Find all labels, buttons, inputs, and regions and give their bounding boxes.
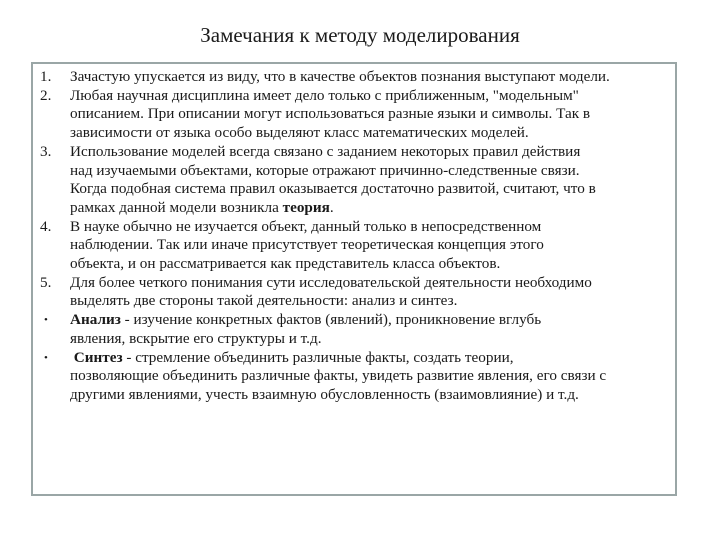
list-number: 1.	[40, 68, 52, 85]
bullet-marker: •	[44, 351, 48, 364]
item-text-line	[70, 311, 678, 330]
item-text-line: описанием. При описании могут использоваться разные языки и символы. Так в	[70, 105, 591, 123]
item-text-line: наблюдении. Так или иначе присутствует теоретическая концепция этого	[70, 236, 544, 254]
list-number: 2.	[40, 86, 52, 104]
term-synthesis: Синтез	[73, 348, 123, 366]
notes-list	[38, 68, 678, 405]
term-theory: теория	[282, 198, 330, 216]
list-item-1	[38, 68, 678, 87]
item-text-line: позволяющие объединить различные факты, увидеть развитие явления, его связи с	[70, 367, 607, 385]
item-text-line: Использование моделей всегда связано с заданием некоторых правил действия	[70, 142, 581, 160]
item-text-segment: .	[329, 198, 334, 216]
term-analysis: Анализ	[70, 311, 121, 329]
list-item-analysis	[38, 311, 678, 348]
bullet-marker: •	[44, 314, 48, 327]
item-text-line: Любая научная дисциплина имеет дело только с приближенным, "модельным"	[70, 86, 579, 104]
list-item-synthesis	[38, 349, 678, 405]
item-text-line: выделять две стороны такой деятельности: анализ и синтез.	[70, 292, 458, 310]
list-item-3	[38, 143, 678, 218]
item-text-line: зависимости от языка особо выделяют класс математических моделей.	[70, 124, 529, 142]
item-text-line	[70, 349, 678, 368]
list-item-2	[38, 87, 678, 143]
item-text-line: над изучаемыми объектами, которые отражают причинно-следственные связи.	[70, 161, 580, 179]
list-item-5	[38, 274, 678, 311]
item-text-line: Зачастую упускается из виду, что в качестве объектов познания выступают модели.	[70, 68, 610, 85]
item-text-line	[70, 199, 678, 218]
item-text-line: В науке обычно не изучается объект, данный только в непосредственном	[70, 217, 542, 235]
item-text-line: объекта, и он рассматривается как представитель класса объектов.	[70, 255, 501, 273]
item-text-line: Когда подобная система правил оказывается достаточно развитой, считают, что в	[70, 180, 596, 198]
item-text-segment: рамках данной модели возникла	[70, 198, 283, 216]
item-text-segment: - изучение конкретных фактов (явлений), проникновение вглубь	[120, 311, 542, 329]
slide-title: Замечания к методу моделирования	[200, 23, 520, 47]
item-text-segment: - стремление объединить различные факты, создать теории,	[122, 348, 514, 366]
list-item-4	[38, 218, 678, 274]
item-text-line: явления, вскрытие его структуры и т.д.	[70, 329, 322, 347]
item-text-line: другими явлениями, учесть взаимную обусловленность (взаимовлияние) и т.д.	[70, 385, 579, 403]
item-text-line: Для более четкого понимания сути исследовательской деятельности необходимо	[70, 273, 592, 291]
list-number: 4.	[40, 217, 52, 235]
list-number: 3.	[40, 142, 52, 160]
list-number: 5.	[40, 273, 52, 291]
